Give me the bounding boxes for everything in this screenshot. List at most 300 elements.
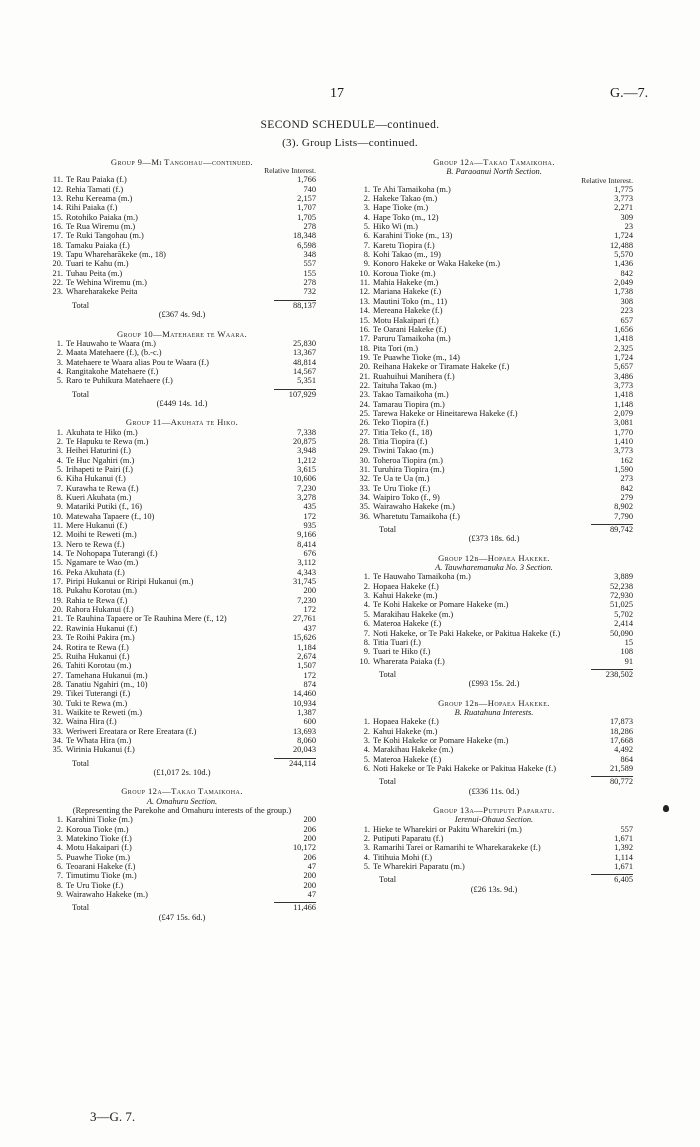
owner-name: Te Kohi Hakeke or Pomare Hakeke (m.) xyxy=(373,735,509,745)
row-number: 25. xyxy=(359,408,370,418)
row-number: 4. xyxy=(363,852,370,862)
table-row xyxy=(48,825,316,834)
owner-name: Ruiha Hukanui (f.) xyxy=(66,651,130,661)
owner-name: Teoarani Hakeke (f.) xyxy=(66,862,136,872)
relative-interest-value: 600 xyxy=(303,717,316,727)
table-row xyxy=(48,596,316,605)
owner-name: Rotira te Rewa (f.) xyxy=(66,642,129,652)
relative-interest-value: 200 xyxy=(303,834,316,844)
row-number: 20. xyxy=(52,605,63,615)
group-spacer xyxy=(355,689,633,696)
row-number: 25. xyxy=(52,651,63,661)
owner-name: Takao Tamaikoha (m.) xyxy=(373,390,449,400)
relative-interest-value: 740 xyxy=(303,184,316,194)
row-number: 22. xyxy=(52,623,63,633)
row-number: 2. xyxy=(363,834,370,844)
total-label: Total xyxy=(72,389,90,399)
relative-interest-value: 3,889 xyxy=(614,572,633,582)
table-row xyxy=(48,348,316,357)
row-number: 17. xyxy=(359,334,370,344)
table-row xyxy=(48,853,316,862)
group-subtitle: A. Omahuru Section. xyxy=(146,796,218,806)
table-row xyxy=(48,633,316,642)
row-number: 30. xyxy=(52,698,63,708)
owner-name: Hape Toko (m., 12) xyxy=(373,212,439,222)
table-row xyxy=(48,605,316,614)
total-label: Total xyxy=(379,525,397,535)
relative-interest-value: 1,707 xyxy=(297,203,316,213)
relative-interest-value: 47 xyxy=(307,862,316,872)
owner-name: Tarewa Hakeke or Hineitarewa Hakeke (f.) xyxy=(373,408,518,418)
total-amount: (£449 14s. 1d.) xyxy=(156,398,208,408)
relative-interest-value: 557 xyxy=(620,824,633,834)
relative-interest-value: 206 xyxy=(303,824,316,834)
relative-interest-value: 308 xyxy=(620,296,633,306)
row-number: 2. xyxy=(363,194,370,204)
row-number: 7. xyxy=(56,483,63,493)
row-number: 30. xyxy=(359,455,370,465)
relative-interest-value: 200 xyxy=(303,586,316,596)
group-note: (Representing the Parekohe and Omahuru interests of the group.) xyxy=(72,806,292,815)
owner-name: Te Huc Ngahiri (m.) xyxy=(66,455,135,465)
relative-interest-value: 1,766 xyxy=(297,175,316,185)
table-row xyxy=(48,269,316,278)
relative-interest-value: 9,166 xyxy=(297,530,316,540)
owner-name: Marakihau Hakeke (m.) xyxy=(373,609,454,619)
owner-name: Wharerata Paiaka (f.) xyxy=(373,656,445,666)
row-number: 32. xyxy=(52,717,63,727)
row-number: 4. xyxy=(56,843,63,853)
relative-interest-value: 72,930 xyxy=(609,591,633,601)
row-number: 6. xyxy=(363,619,370,629)
group-spacer xyxy=(355,894,633,901)
row-number: 2. xyxy=(363,581,370,591)
total-label: Total xyxy=(72,300,90,310)
total-block xyxy=(48,902,316,922)
relative-interest-value: 20,875 xyxy=(292,436,316,446)
document-reference: G.—7. xyxy=(610,86,649,101)
relative-interest-value: 5,351 xyxy=(297,376,316,386)
table-row xyxy=(355,825,633,834)
relative-interest-value: 3,081 xyxy=(614,418,633,428)
owner-name: Te Hauwaho te Waara (m.) xyxy=(66,338,156,348)
schedule-title: SECOND SCHEDULE—continued. xyxy=(260,119,440,131)
group-title: Group 12b—Hopaea Hakeke. xyxy=(438,697,550,708)
owner-name: Tahiti Korotau (m.) xyxy=(66,661,132,671)
row-number: 15. xyxy=(359,315,370,325)
owner-name: Ramarihi Tarei or Ramarihi te Wharekarakeke (f.) xyxy=(373,843,541,853)
relative-interest-value: 2,271 xyxy=(614,203,633,213)
row-number: 6. xyxy=(56,862,63,872)
owner-name: Te Uru Tioke (f.) xyxy=(66,880,124,890)
table-row xyxy=(48,671,316,680)
relative-interest-value: 172 xyxy=(303,670,316,680)
owner-name: Koroua Tioke (m.) xyxy=(373,268,436,278)
row-number: 29. xyxy=(52,689,63,699)
row-number: 9. xyxy=(363,259,370,269)
owner-name: Kahui Hakeke (m.) xyxy=(373,591,438,601)
group-subtitle: B. Paraoanui North Section. xyxy=(446,167,542,177)
relative-interest-value: 657 xyxy=(620,315,633,325)
table-row xyxy=(48,521,316,530)
owner-name: Titia Teko (f., 18) xyxy=(373,427,433,437)
relative-interest-value: 3,773 xyxy=(614,194,633,204)
owner-name: Wairawaho Hakeke (m.) xyxy=(373,502,455,512)
row-number: 16. xyxy=(359,324,370,334)
table-row xyxy=(355,428,633,437)
owner-name: Pukahu Korotau (m.) xyxy=(66,586,137,596)
table-row xyxy=(355,572,633,581)
table-row xyxy=(48,213,316,222)
table-row xyxy=(355,316,633,325)
relative-interest-value: 732 xyxy=(303,287,316,297)
owner-name: Materoa Hakeke (f.) xyxy=(373,754,442,764)
table-row xyxy=(355,222,633,231)
table-row xyxy=(355,362,633,371)
table-row xyxy=(355,843,633,852)
total-value: 88,137 xyxy=(292,300,316,310)
group-title: Group 10—Matehaere te Waara. xyxy=(116,328,248,339)
page-number: 17 xyxy=(330,86,344,101)
group-block xyxy=(355,554,633,696)
table-row xyxy=(48,568,316,577)
row-number: 33. xyxy=(359,483,370,493)
row-number: 6. xyxy=(363,763,370,773)
row-number: 35. xyxy=(52,745,63,755)
relative-interest-value: 1,775 xyxy=(614,184,633,194)
table-row xyxy=(48,881,316,890)
table-row xyxy=(355,325,633,334)
relative-interest-value: 51,025 xyxy=(609,600,633,610)
row-number: 1. xyxy=(363,717,370,727)
relative-interest-header: Relative Interest. xyxy=(264,166,316,176)
total-row xyxy=(48,903,316,912)
owner-name: Matekino Tioke (f.) xyxy=(66,834,132,844)
relative-interest-value: 557 xyxy=(303,259,316,269)
total-row xyxy=(48,759,316,768)
row-number: 15. xyxy=(52,212,63,222)
group-block xyxy=(355,699,633,803)
table-row xyxy=(48,222,316,231)
relative-interest-value: 21,589 xyxy=(609,763,633,773)
row-number: 12. xyxy=(52,530,63,540)
group-block xyxy=(48,330,316,416)
owner-name: Rehia Tamati (f.) xyxy=(66,184,124,194)
row-number: 1. xyxy=(56,427,63,437)
row-number: 27. xyxy=(52,670,63,680)
relative-interest-value: 1,724 xyxy=(614,352,633,362)
table-row xyxy=(355,437,633,446)
group-title: Group 12a—Takao Tamaikoha. xyxy=(121,786,243,797)
relative-interest-value: 23 xyxy=(624,222,633,232)
owner-name: Te Puawhe Tioke (m., 14) xyxy=(373,352,460,362)
owner-name: Te Wehina Wiremu (m.) xyxy=(66,278,147,288)
table-row xyxy=(355,334,633,343)
row-number: 22. xyxy=(52,278,63,288)
table-row xyxy=(48,727,316,736)
table-row xyxy=(355,306,633,315)
table-row xyxy=(48,549,316,558)
owner-name: Teko Tiopira (f.) xyxy=(373,418,429,428)
table-row xyxy=(48,834,316,843)
group-title: Group 9—Mi Tangohau—continued. xyxy=(110,157,254,167)
relative-interest-value: 10,606 xyxy=(292,474,316,484)
owner-name: Motu Hakaipari (f.) xyxy=(66,843,132,853)
group-spacer xyxy=(355,544,633,551)
relative-interest-value: 6,598 xyxy=(297,240,316,250)
table-row xyxy=(48,736,316,745)
row-number: 18. xyxy=(52,586,63,596)
row-number: 26. xyxy=(359,418,370,428)
owner-name: Noti Hakeke, or Te Paki Hakeke, or Pakitua Hakeke (f.) xyxy=(373,628,561,638)
total-row xyxy=(355,777,633,786)
table-row xyxy=(48,376,316,385)
owner-name: Rotohiko Paiaka (m.) xyxy=(66,212,138,222)
owner-name: Te Nohopapa Tuterangi (f.) xyxy=(66,549,158,559)
owner-name: Marakihau Hakeke (m.) xyxy=(373,745,454,755)
row-number: 20. xyxy=(52,259,63,269)
table-row xyxy=(48,530,316,539)
total-label: Total xyxy=(379,777,397,787)
row-number: 1. xyxy=(363,824,370,834)
owner-name: Tikei Tuterangi (f.) xyxy=(66,689,131,699)
owner-name: Noti Hakeke or Te Paki Hakeke or Pakitua Hakeke (f.) xyxy=(373,763,556,773)
table-row xyxy=(48,446,316,455)
relative-interest-value: 1,671 xyxy=(614,862,633,872)
table-row xyxy=(355,381,633,390)
relative-interest-value: 1,148 xyxy=(614,399,633,409)
table-row xyxy=(48,708,316,717)
row-number: 7. xyxy=(363,628,370,638)
total-amount: (£993 15s. 2d.) xyxy=(468,679,520,689)
row-number: 1. xyxy=(56,338,63,348)
table-row xyxy=(355,194,633,203)
relative-interest-value: 348 xyxy=(303,250,316,260)
row-number: 18. xyxy=(52,240,63,250)
row-number: 9. xyxy=(56,502,63,512)
owner-name: Paruru Tamaikoha (m.) xyxy=(373,334,451,344)
table-row xyxy=(48,185,316,194)
owner-name: Titia Tiopira (f.) xyxy=(373,436,428,446)
relative-interest-value: 12,488 xyxy=(609,240,633,250)
table-row xyxy=(48,614,316,623)
table-row xyxy=(355,591,633,600)
owner-name: Mereana Hakeke (f.) xyxy=(373,306,443,316)
owner-name: Mahia Hakeke (m.) xyxy=(373,278,439,288)
relative-interest-value: 155 xyxy=(303,268,316,278)
table-row xyxy=(48,745,316,754)
table-row xyxy=(355,372,633,381)
table-row xyxy=(355,474,633,483)
table-row xyxy=(48,428,316,437)
owner-name: Peka Akuhata (f.) xyxy=(66,567,125,577)
row-number: 12. xyxy=(52,184,63,194)
row-number: 3. xyxy=(363,735,370,745)
relative-interest-value: 1,392 xyxy=(614,843,633,853)
total-value: 238,502 xyxy=(605,669,633,679)
row-number: 13. xyxy=(359,296,370,306)
table-row xyxy=(48,484,316,493)
row-number: 21. xyxy=(52,614,63,624)
table-row xyxy=(355,638,633,647)
relative-interest-value: 864 xyxy=(620,754,633,764)
row-number: 3. xyxy=(56,446,63,456)
relative-interest-value: 278 xyxy=(303,278,316,288)
owner-name: Tamarau Tiopira (m.) xyxy=(373,399,445,409)
total-label: Total xyxy=(72,903,90,913)
group-subtitle: B. Ruatahuna Interests. xyxy=(454,707,534,717)
owner-name: Ruahuihui Manihera (f.) xyxy=(373,371,455,381)
owner-name: Te Rua Wiremu (m.) xyxy=(66,222,136,232)
relative-interest-value: 52,238 xyxy=(609,581,633,591)
owner-name: Materoa Hakeke (f.) xyxy=(373,619,442,629)
table-row xyxy=(48,717,316,726)
row-number: 19. xyxy=(52,595,63,605)
total-block xyxy=(355,776,633,796)
table-row xyxy=(355,390,633,399)
group-spacer xyxy=(48,922,316,929)
relative-interest-value: 91 xyxy=(624,656,633,666)
table-row xyxy=(48,358,316,367)
owner-name: Timutimu Tioke (m.) xyxy=(66,871,137,881)
row-number: 14. xyxy=(52,203,63,213)
row-number: 5. xyxy=(363,222,370,232)
row-number: 21. xyxy=(52,268,63,278)
owner-name: Te Hauwaho Tamaikoha (m.) xyxy=(373,572,471,582)
row-number: 4. xyxy=(363,600,370,610)
relative-interest-value: 5,702 xyxy=(614,609,633,619)
group-block xyxy=(48,158,316,327)
row-number: 9. xyxy=(56,890,63,900)
table-row xyxy=(48,643,316,652)
row-number: 16. xyxy=(52,567,63,577)
total-block xyxy=(48,389,316,409)
relative-interest-value: 10,172 xyxy=(292,843,316,853)
relative-interest-value: 18,286 xyxy=(609,726,633,736)
group-block xyxy=(355,806,633,901)
relative-interest-value: 278 xyxy=(303,222,316,232)
table-row xyxy=(48,175,316,184)
owner-name: Rangitakohe Matehaere (f.) xyxy=(66,366,159,376)
table-row xyxy=(355,241,633,250)
relative-interest-value: 25,830 xyxy=(292,338,316,348)
group-title: Group 11—Akuhata te Hiko. xyxy=(125,417,239,428)
table-row xyxy=(355,502,633,511)
total-amount: (£367 4s. 9d.) xyxy=(158,310,206,320)
total-row xyxy=(48,390,316,399)
row-number: 10. xyxy=(359,268,370,278)
table-row xyxy=(48,194,316,203)
relative-interest-value: 874 xyxy=(303,679,316,689)
total-block xyxy=(355,874,633,894)
owner-name: Te Oarani Hakeke (f.) xyxy=(373,324,447,334)
table-row xyxy=(355,853,633,862)
total-value: 107,929 xyxy=(288,389,316,399)
table-row xyxy=(355,736,633,745)
table-row xyxy=(355,610,633,619)
relative-interest-value: 309 xyxy=(620,212,633,222)
table-row xyxy=(355,231,633,240)
table-row xyxy=(48,502,316,511)
owner-name: Te Hapuku te Rewa (m.) xyxy=(66,436,149,446)
table-row xyxy=(48,339,316,348)
relative-interest-value: 2,157 xyxy=(297,194,316,204)
owner-name: Matewaha Tapaere (f., 10) xyxy=(66,511,155,521)
row-number: 2. xyxy=(363,726,370,736)
table-row xyxy=(48,287,316,296)
owner-name: Hiko Wi (m.) xyxy=(373,222,418,232)
row-number: 4. xyxy=(363,212,370,222)
table-row xyxy=(355,465,633,474)
owner-name: Te Uru Tioke (f.) xyxy=(373,483,431,493)
table-row xyxy=(355,409,633,418)
relative-interest-value: 1,656 xyxy=(614,324,633,334)
row-number: 5. xyxy=(56,376,63,386)
relative-interest-value: 172 xyxy=(303,605,316,615)
relative-interest-value: 1,590 xyxy=(614,465,633,474)
owner-name: Tuari te Hiko (f.) xyxy=(373,647,431,657)
table-row xyxy=(48,241,316,250)
table-row xyxy=(355,446,633,455)
row-number: 34. xyxy=(52,735,63,745)
row-number: 5. xyxy=(56,852,63,862)
owner-name: Kueri Akuhata (m.) xyxy=(66,493,132,502)
row-number: 23. xyxy=(52,287,63,297)
total-block xyxy=(48,758,316,778)
owner-name: Rihi Paiaka (f.) xyxy=(66,203,118,213)
row-number: 15. xyxy=(52,558,63,568)
table-row xyxy=(355,629,633,638)
owner-name: Maata Matehaere (f.), (b.-c.) xyxy=(66,348,162,358)
group-spacer xyxy=(48,408,316,415)
owner-name: Te Ua te Ua (m.) xyxy=(373,474,430,484)
relative-interest-value: 273 xyxy=(620,474,633,484)
relative-interest-value: 279 xyxy=(620,493,633,503)
owner-name: Moihi te Reweti (m.) xyxy=(66,530,137,540)
owner-name: Heihei Haturini (f.) xyxy=(66,446,131,456)
owner-name: Matehaere te Waara alias Pou te Waara (f.) xyxy=(66,357,209,367)
row-number: 10. xyxy=(359,656,370,666)
group-block xyxy=(48,418,316,784)
relative-interest-value: 27,761 xyxy=(292,614,316,624)
relative-interest-value: 1,671 xyxy=(614,834,633,844)
owner-name: Titia Tuari (f.) xyxy=(373,637,421,647)
row-number: 32. xyxy=(359,474,370,484)
relative-interest-value: 14,567 xyxy=(292,366,316,376)
row-number: 28. xyxy=(52,679,63,689)
relative-interest-value: 2,079 xyxy=(614,408,633,418)
relative-interest-value: 1,724 xyxy=(614,231,633,241)
row-number: 11. xyxy=(52,521,63,531)
table-row xyxy=(48,577,316,586)
relative-interest-value: 47 xyxy=(307,890,316,900)
relative-interest-value: 223 xyxy=(620,306,633,316)
total-label: Total xyxy=(72,758,90,768)
owner-name: Nero te Rewa (f.) xyxy=(66,539,125,549)
owner-name: Raro te Puhikura Matehaere (f.) xyxy=(66,376,173,386)
row-number: 35. xyxy=(359,502,370,512)
relative-interest-value: 1,436 xyxy=(614,259,633,269)
owner-name: Rawinia Hukanui (f.) xyxy=(66,623,138,633)
table-row xyxy=(355,456,633,465)
row-number: 14. xyxy=(359,306,370,316)
total-label: Total xyxy=(379,875,397,885)
table-row xyxy=(355,512,633,521)
row-number: 5. xyxy=(363,862,370,872)
table-row xyxy=(48,680,316,689)
owner-name: Tanatiu Ngahiri (m., 10) xyxy=(66,679,148,689)
owner-name: Rehu Kereama (m.) xyxy=(66,194,133,204)
